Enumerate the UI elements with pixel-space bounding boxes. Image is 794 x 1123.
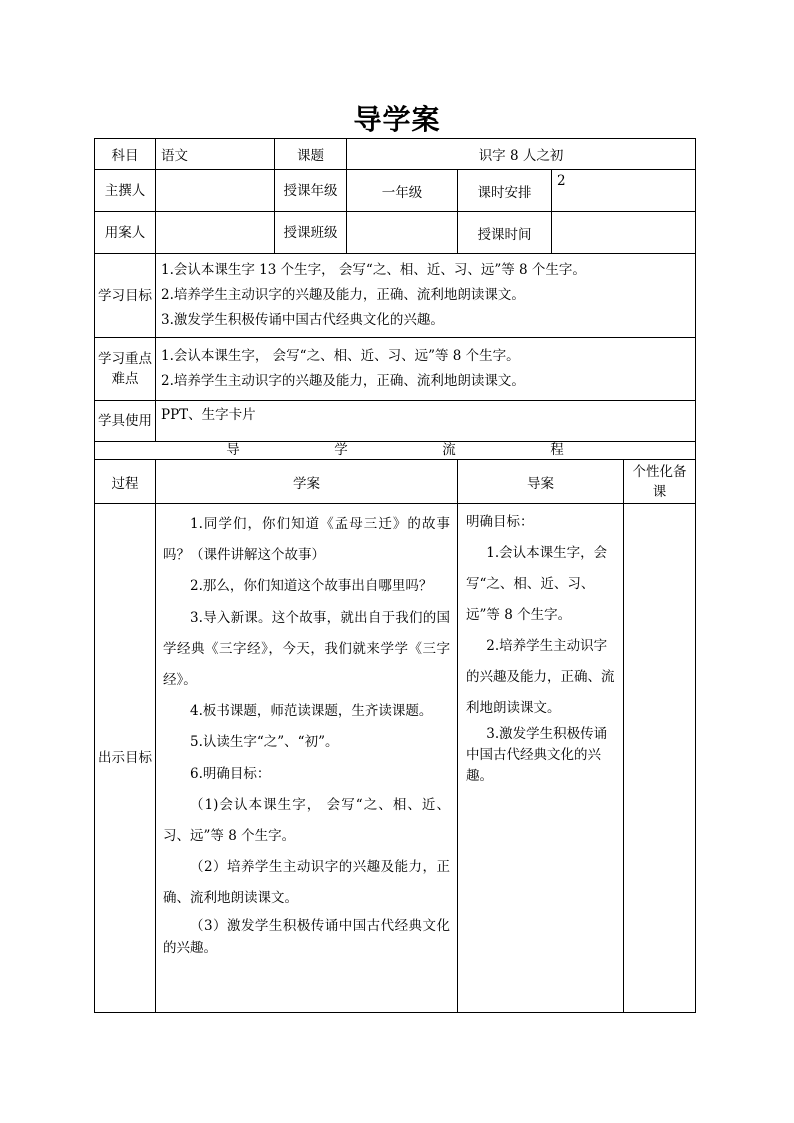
col-daoan: 导案 xyxy=(458,460,624,504)
row-flow-columns xyxy=(95,460,696,504)
subject-label: 科目 xyxy=(95,139,156,170)
row-author xyxy=(95,170,696,212)
user-value xyxy=(156,212,275,254)
row-tools xyxy=(95,401,696,442)
daoan-paragraph: 3.激发学生积极传诵中国古代经典文化的兴趣。 xyxy=(466,726,608,784)
daoan-paragraph: 2.培养学生主动识字的兴趣及能力，正确、流利地朗读课文。 xyxy=(466,638,615,716)
row-stage xyxy=(95,504,696,1013)
user-label: 用案人 xyxy=(95,212,156,254)
xuean-paragraph: 6.明确目标： xyxy=(190,765,271,782)
goals-content xyxy=(156,254,696,338)
page-title: 导学案 xyxy=(353,103,441,136)
goal-item: 1.会认本课生字 13 个生字， 会写“之、相、近、习、远”等 8 个生字。 xyxy=(161,262,586,278)
class-value xyxy=(347,212,458,254)
author-label: 主撰人 xyxy=(95,170,156,212)
col-xuean: 学案 xyxy=(156,460,458,504)
daoan-paragraph: 1.会认本课生字，会写“之、相、近、习、远”等 8 个生字。 xyxy=(466,545,608,623)
daoan-paragraph: 明确目标： xyxy=(466,514,534,530)
col-personal: 个性化备课 xyxy=(624,460,696,504)
grade-label: 授课年级 xyxy=(275,170,347,212)
topic-label: 课题 xyxy=(275,139,347,170)
key-points-label: 学习重点难点 xyxy=(95,338,156,401)
time-label: 授课时间 xyxy=(458,212,552,254)
xuean-paragraph: 4.板书课题，师范读课题，生齐读课题。 xyxy=(190,703,433,720)
stage-xuean xyxy=(156,504,458,1013)
stage-daoan xyxy=(458,504,624,1013)
stage-label: 出示目标 xyxy=(95,504,156,1013)
lesson-plan-table xyxy=(94,138,696,1013)
grade-value: 一年级 xyxy=(347,170,458,212)
xuean-paragraph: 5.认读生字“之”、“初”。 xyxy=(190,734,339,751)
author-value xyxy=(156,170,275,212)
topic-value: 识字 8 人之初 xyxy=(347,139,696,170)
tools-value: PPT、生字卡片 xyxy=(156,401,696,442)
xuean-paragraph: （1)会认本课生字， 会写“之、相、近、习、远”等 8 个生字。 xyxy=(163,796,450,845)
flow-title-char: 导 xyxy=(226,442,240,458)
stage-personal xyxy=(624,504,696,1013)
class-label: 授课班级 xyxy=(275,212,347,254)
xuean-paragraph: 3.导入新课。这个故事，就出自于我们的国学经典《三字经》，今天，我们就来学学《三字经》。 xyxy=(163,609,450,689)
subject-value: 语文 xyxy=(156,139,275,170)
xuean-paragraph: 2.那么，你们知道这个故事出自哪里吗？ xyxy=(190,578,433,595)
goal-item: 3.激发学生积极传诵中国古代经典文化的兴趣。 xyxy=(161,312,444,328)
flow-title-char: 流 xyxy=(442,442,456,458)
key-points-content xyxy=(156,338,696,401)
row-key-points xyxy=(95,338,696,401)
row-flow-title xyxy=(95,442,696,460)
col-process: 过程 xyxy=(95,460,156,504)
row-user xyxy=(95,212,696,254)
flow-title-char: 学 xyxy=(334,442,348,458)
key-point-item: 1.会认本课生字， 会写“之、相、近、习、远”等 8 个生字。 xyxy=(161,348,520,364)
period-label: 课时安排 xyxy=(458,170,552,212)
xuean-paragraph: （2）培养学生主动识字的兴趣及能力，正确、流利地朗读课文。 xyxy=(163,859,450,907)
row-goals xyxy=(95,254,696,338)
goal-item: 2.培养学生主动识字的兴趣及能力，正确、流利地朗读课文。 xyxy=(161,287,525,303)
xuean-paragraph: 1.同学们，你们知道《孟母三迁》的故事吗？（课件讲解这个故事） xyxy=(163,516,450,564)
xuean-paragraph: （3）激发学生积极传诵中国古代经典文化的兴趣。 xyxy=(163,917,450,956)
tools-label: 学具使用 xyxy=(95,401,156,442)
period-value: 2 xyxy=(552,170,696,212)
goals-label: 学习目标 xyxy=(95,254,156,338)
flow-title-char: 程 xyxy=(550,442,564,458)
key-point-item: 2.培养学生主动识字的兴趣及能力，正确、流利地朗读课文。 xyxy=(161,373,525,389)
row-subject xyxy=(95,139,696,170)
flow-title xyxy=(95,442,696,460)
time-value xyxy=(552,212,696,254)
